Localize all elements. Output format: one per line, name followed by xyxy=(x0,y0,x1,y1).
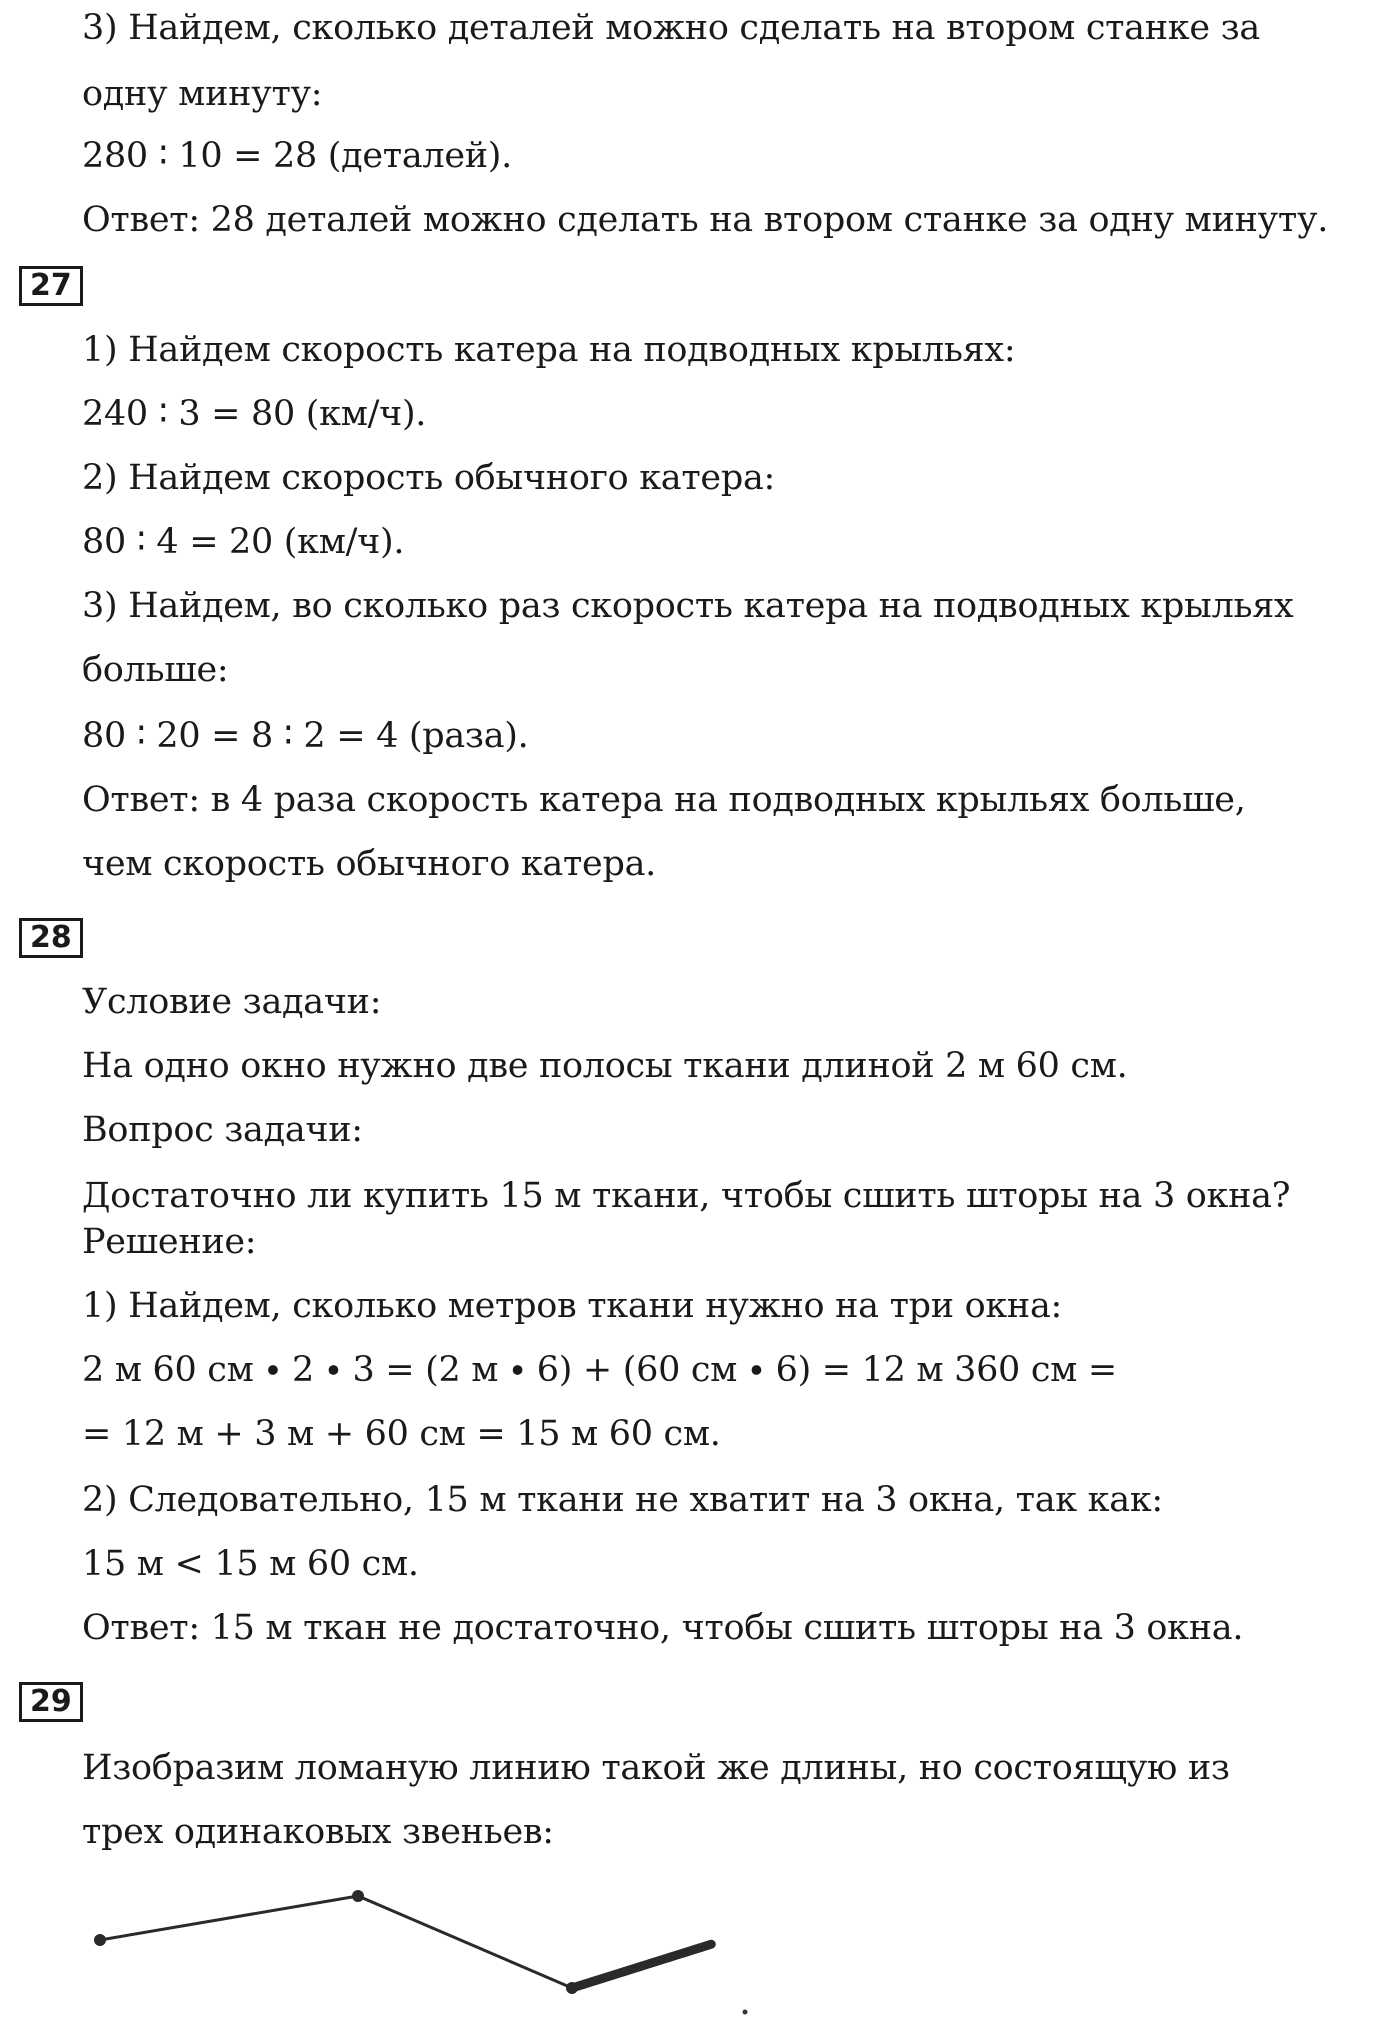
text-line: Решение: xyxy=(82,1222,257,1262)
text-line: 2) Следовательно, 15 м ткани не хватит на 3 окна, так как: xyxy=(82,1480,1163,1520)
polyline-segment xyxy=(572,1944,712,1988)
formula-line: 2 м 60 см ∙ 2 ∙ 3 = (2 м ∙ 6) + (60 см ∙ 6) = 12 м 360 см = xyxy=(82,1350,1117,1390)
formula-line: 80 ∶ 4 = 20 (км/ч). xyxy=(82,522,405,562)
task-number-27: 27 xyxy=(19,266,83,306)
task-number-28: 28 xyxy=(19,918,83,958)
text-line: 2) Найдем скорость обычного катера: xyxy=(82,458,776,498)
text-line: трех одинаковых звеньев: xyxy=(82,1812,554,1852)
polyline-segment xyxy=(100,1896,358,1940)
text-line: 1) Найдем скорость катера на подводных крыльях: xyxy=(82,330,1016,370)
text-line: одну минуту: xyxy=(82,74,323,114)
stray-dot xyxy=(743,2010,748,2015)
polyline-vertex xyxy=(566,1982,578,1994)
text-line: На одно окно нужно две полосы ткани длиной 2 м 60 см. xyxy=(82,1046,1128,1086)
text-line: Достаточно ли купить 15 м ткани, чтобы сшить шторы на 3 окна? xyxy=(82,1176,1291,1216)
polyline-figure xyxy=(80,1880,800,2020)
answer-line: Ответ: 15 м ткан не достаточно, чтобы сшить шторы на 3 окна. xyxy=(82,1608,1244,1648)
polyline-vertex xyxy=(94,1934,106,1946)
text-line: больше: xyxy=(82,650,229,690)
answer-line: Ответ: в 4 раза скорость катера на подводных крыльях больше, xyxy=(82,780,1246,820)
text-line: 1) Найдем, сколько метров ткани нужно на три окна: xyxy=(82,1286,1063,1326)
text-line: 3) Найдем, во сколько раз скорость катера на подводных крыльях xyxy=(82,586,1294,626)
formula-line: = 12 м + 3 м + 60 см = 15 м 60 см. xyxy=(82,1414,721,1454)
text-line: Вопрос задачи: xyxy=(82,1110,363,1150)
formula-line: 240 ∶ 3 = 80 (км/ч). xyxy=(82,394,427,434)
formula-line: 80 ∶ 20 = 8 ∶ 2 = 4 (раза). xyxy=(82,716,529,756)
polyline-segment xyxy=(358,1896,572,1988)
text-line: Изобразим ломаную линию такой же длины, но состоящую из xyxy=(82,1748,1230,1788)
answer-line: чем скорость обычного катера. xyxy=(82,844,656,884)
answer-line: Ответ: 28 деталей можно сделать на втором станке за одну минуту. xyxy=(82,200,1329,240)
formula-line: 15 м < 15 м 60 см. xyxy=(82,1544,419,1584)
text-line: Условие задачи: xyxy=(82,982,382,1022)
formula-line: 280 ∶ 10 = 28 (деталей). xyxy=(82,136,512,176)
polyline-vertex xyxy=(352,1890,364,1902)
text-line: 3) Найдем, сколько деталей можно сделать на втором станке за xyxy=(82,8,1260,48)
task-number-29: 29 xyxy=(19,1682,83,1722)
